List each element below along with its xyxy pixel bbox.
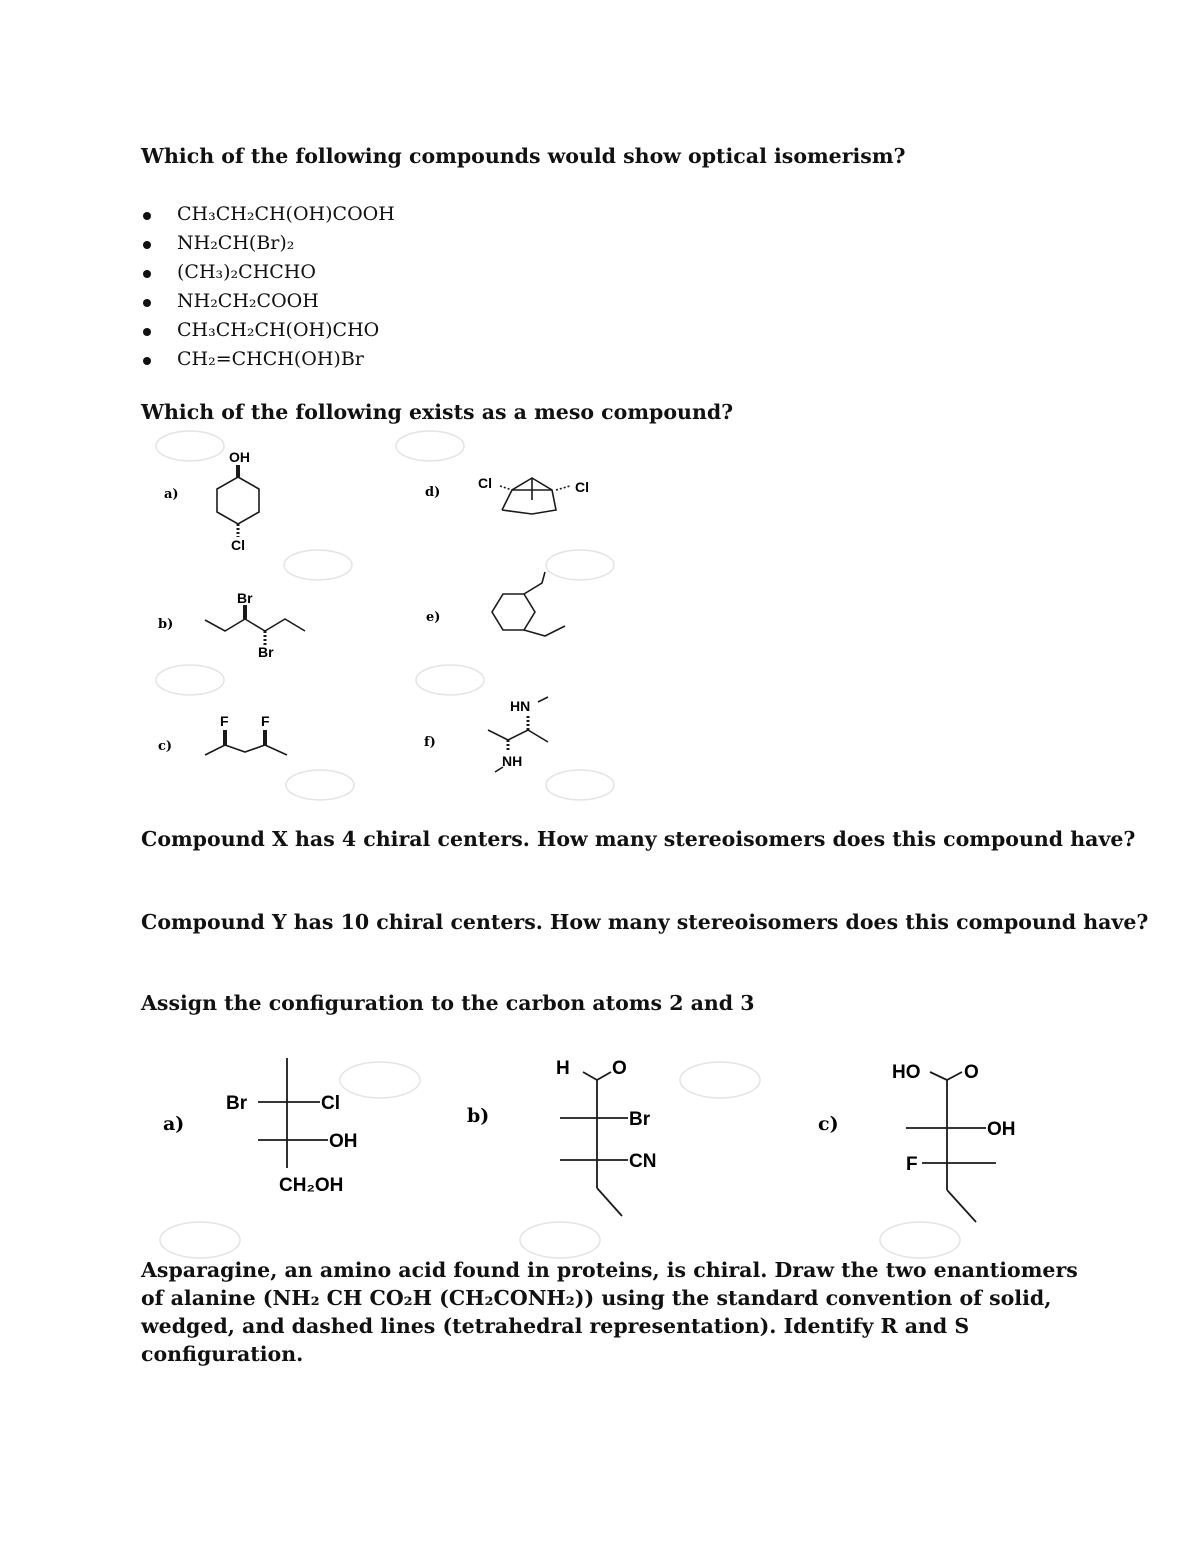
fischer-c: [906, 1072, 996, 1222]
atom-o: O: [964, 1062, 979, 1083]
atom-br: Br: [258, 644, 274, 660]
atom-oh: OH: [229, 449, 250, 465]
list-item: (CH₃)₂CHCHO: [141, 258, 395, 287]
list-item: CH₃CH₂CH(OH)COOH: [141, 200, 395, 229]
atom-br: Br: [629, 1109, 651, 1130]
label-b: b): [158, 617, 174, 632]
atom-ho: HO: [892, 1062, 921, 1083]
atom-cl: Cl: [321, 1093, 340, 1114]
label-b: b): [467, 1105, 490, 1127]
atom-nh: NH: [502, 753, 523, 769]
list-item: CH₃CH₂CH(OH)CHO: [141, 316, 395, 345]
atom-f: F: [906, 1154, 918, 1175]
label-a: a): [164, 487, 179, 502]
atom-h: H: [556, 1058, 570, 1079]
atom-cl: Cl: [575, 479, 589, 495]
atom-br: Br: [237, 590, 253, 606]
structure-e-cyclohexane: [492, 572, 565, 636]
question-optical-isomerism: Which of the following compounds would show optical isomerism?: [141, 144, 906, 168]
atom-cn: CN: [629, 1151, 657, 1172]
atom-f: F: [261, 713, 270, 729]
list-item: CH₂=CHCH(OH)Br: [141, 345, 395, 374]
label-a: a): [163, 1113, 185, 1135]
label-d: d): [425, 485, 441, 500]
label-c: c): [818, 1113, 839, 1135]
label-e: e): [426, 610, 441, 625]
atom-cl: Cl: [231, 537, 245, 553]
question-compound-x: Compound X has 4 chiral centers. How many stereoisomers does this compound have?: [141, 827, 1136, 851]
fischer-b: [560, 1072, 628, 1216]
structure-c-difluoro: [205, 730, 287, 755]
fischer-a: [258, 1058, 328, 1168]
label-c: c): [158, 739, 173, 754]
atom-ch2oh: CH₂OH: [279, 1175, 344, 1196]
label-f: f): [424, 735, 436, 750]
atom-o: O: [612, 1058, 627, 1079]
atom-oh: OH: [329, 1131, 358, 1152]
atom-hn: HN: [510, 698, 531, 714]
atom-cl: Cl: [478, 475, 492, 491]
atom-f: F: [220, 713, 229, 729]
question-meso-compound: Which of the following exists as a meso compound?: [141, 400, 734, 424]
structure-b-dibromo: [205, 605, 305, 645]
question-asparagine: Asparagine, an amino acid found in proteins, is chiral. Draw the two enantiomers of alanine (NH₂ CH CO₂H (CH₂CONH₂)) using the standard convention of solid, wedged, and dashed lines (tetrahedral representation). Identify R and S configuration.: [141, 1258, 1078, 1366]
structure-a-cyclohexane: [217, 465, 259, 537]
list-item: NH₂CH₂COOH: [141, 287, 395, 316]
atom-oh: OH: [987, 1119, 1016, 1140]
question-configuration: Assign the configuration to the carbon atoms 2 and 3: [141, 991, 755, 1015]
question-compound-y: Compound Y has 10 chiral centers. How many stereoisomers does this compound have?: [141, 910, 1149, 934]
structure-d-bicyclic: [500, 478, 570, 514]
list-item: NH₂CH(Br)₂: [141, 229, 395, 258]
atom-br: Br: [226, 1093, 248, 1114]
